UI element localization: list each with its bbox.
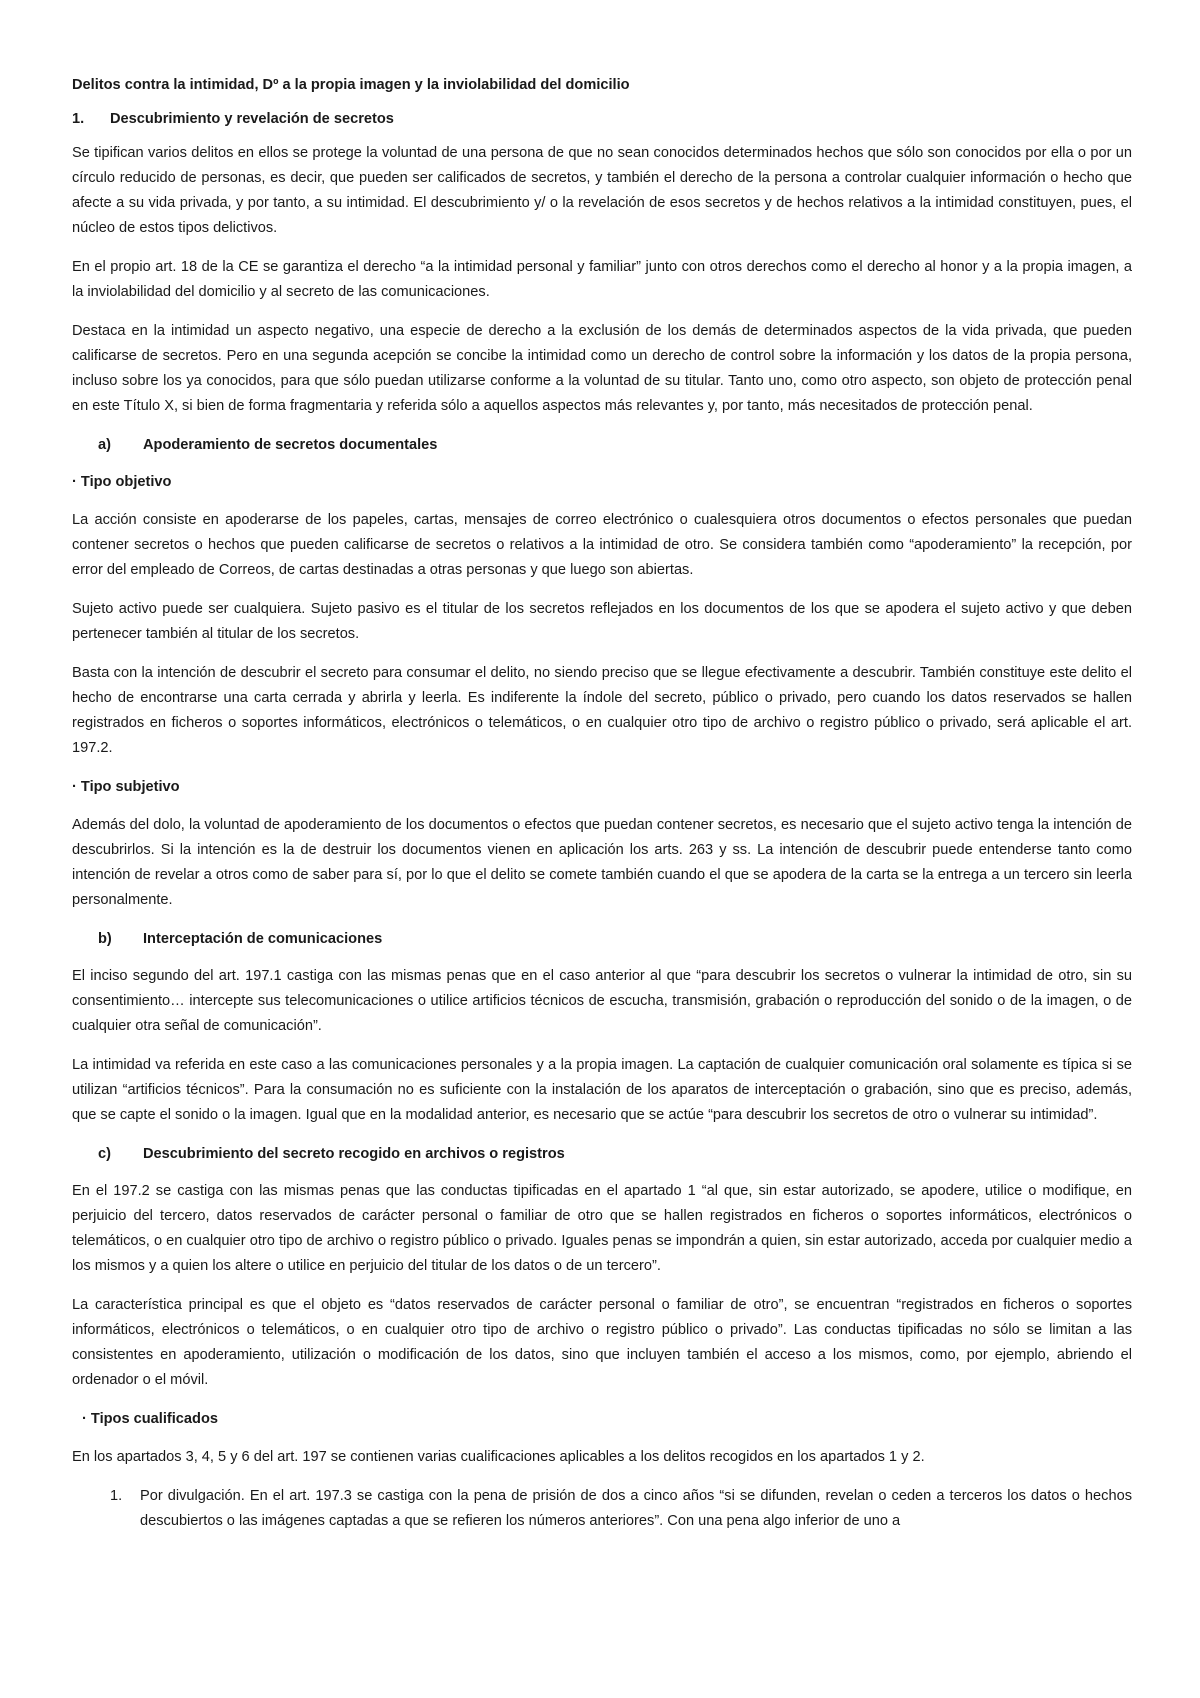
subsection-heading-c bbox=[72, 1142, 1132, 1167]
document-title: Delitos contra la intimidad, Dº a la propia imagen y la inviolabilidad del domicilio bbox=[72, 77, 630, 93]
subsection-heading-b bbox=[72, 927, 1132, 952]
list-item-number: 1. bbox=[110, 1488, 123, 1504]
paragraph: En los apartados 3, 4, 5 y 6 del art. 197 se contienen varias cualificaciones aplicables a los delitos recogidos en los apartados 1 y 2. bbox=[72, 1449, 925, 1465]
subsection-heading-text: Apoderamiento de secretos documentales bbox=[143, 437, 438, 453]
subsection-letter: b) bbox=[98, 931, 112, 947]
paragraph: Sujeto activo puede ser cualquiera. Sujeto pasivo es el titular de los secretos reflejados en los documentos de los que se apodera el sujeto activo y que deben pertenecer también al titular de los secretos. bbox=[72, 601, 1132, 642]
paragraph: Basta con la intención de descubrir el secreto para consumar el delito, no siendo preciso que se llegue efectivamente a descubrir. También constituye este delito el hecho de encontrarse una carta cerrada y abrirla y leerla. Es indiferente la índole del secreto, público o privado, pero cuando los datos reservados se hallen registrados en ficheros o soportes informáticos, electrónicos o telemáticos, o en cualquier otro tipo de archivo o registro público o privado, será aplicable el art. 197.2. bbox=[72, 665, 1132, 756]
paragraph: La intimidad va referida en este caso a las comunicaciones personales y a la propia imagen. La captación de cualquier comunicación oral solamente es típica si se utilizan “artificios técnicos”. Para la consumación no es suficiente con la instalación de los aparatos de interceptación o grabación, sino que es preciso, además, que se capte el sonido o la imagen. Igual que en la modalidad anterior, es necesario que se actúe “para descubrir los secretos de otro o vulnerar su intimidad”. bbox=[72, 1057, 1132, 1123]
list-item-text: Por divulgación. En el art. 197.3 se castiga con la pena de prisión de dos a cinco años “si se difunden, revelan o ceden a terceros los datos o hechos descubiertos o las imágenes captadas a que se refieren los números anteriores”. Con una pena algo inferior de uno a bbox=[140, 1488, 1132, 1529]
subsection-heading-a bbox=[72, 433, 1132, 458]
tipo-subjetivo-heading: · Tipo subjetivo bbox=[72, 779, 180, 795]
list-item bbox=[72, 1484, 1132, 1534]
paragraph: El inciso segundo del art. 197.1 castiga con las mismas penas que en el caso anterior al que “para descubrir los secretos o vulnerar la intimidad de otro, sin su consentimiento… intercepte sus telecomunicaciones o utilice artificios técnicos de escucha, transmisión, grabación o reproducción del sonido o de la imagen, o de cualquier otra señal de comunicación”. bbox=[72, 968, 1132, 1034]
tipos-cualificados-heading: · Tipos cualificados bbox=[82, 1411, 218, 1427]
subsection-letter: a) bbox=[98, 437, 111, 453]
paragraph: La acción consiste en apoderarse de los papeles, cartas, mensajes de correo electrónico o cualesquiera otros documentos o efectos personales que puedan contener secretos o hechos que pueden calificarse de secretos o relativos a la intimidad de otro. Se considera también como “apoderamiento” la recepción, por error del empleado de Correos, de cartas destinadas a otras personas y que luego son abiertas. bbox=[72, 512, 1132, 578]
subsection-heading-text: Descubrimiento del secreto recogido en archivos o registros bbox=[143, 1146, 565, 1162]
section-heading-text: Descubrimiento y revelación de secretos bbox=[110, 111, 394, 127]
paragraph: En el 197.2 se castiga con las mismas penas que las conductas tipificadas en el apartado 1 “al que, sin estar autorizado, se apodere, utilice o modifique, en perjuicio del tercero, datos reservados de carácter personal o familiar de otro que se hallen registrados en ficheros o soportes informáticos, electrónicos o telemáticos, o en cualquier otro tipo de archivo o registro público o privado. Iguales penas se impondrán a quien, sin estar autorizado, acceda por cualquier medio a los mismos y a quien los altere o utilice en perjuicio del titular de los datos o de un tercero”. bbox=[72, 1183, 1132, 1274]
subsection-letter: c) bbox=[98, 1146, 111, 1162]
subsection-heading-text: Interceptación de comunicaciones bbox=[143, 931, 383, 947]
paragraph: Además del dolo, la voluntad de apoderamiento de los documentos o efectos que puedan contener secretos, es necesario que el sujeto activo tenga la intención de descubrirlos. Si la intención es la de destruir los documentos vienen en aplicación los arts. 263 y ss. La intención de descubrir puede entenderse tanto como intención de revelar a otros como de saber para sí, por lo que el delito se comete también cuando el que se apodera de la carta se la entrega a un tercero sin leerla personalmente. bbox=[72, 817, 1132, 908]
section-number: 1. bbox=[72, 111, 85, 127]
paragraph: La característica principal es que el objeto es “datos reservados de carácter personal o familiar de otro”, se encuentran “registrados en ficheros o soportes informáticos, electrónicos o telemáticos, o en cualquier otro tipo de archivo o registro público o privado”. Las conductas tipificadas no sólo se limitan a las consistentes en apoderamiento, utilización o modificación de los datos, sino que incluyen también el acceso a los mismos, como, por ejemplo, abriendo el ordenador o el móvil. bbox=[72, 1297, 1132, 1388]
tipo-objetivo-heading: · Tipo objetivo bbox=[72, 474, 172, 490]
paragraph: Se tipifican varios delitos en ellos se protege la voluntad de una persona de que no sean conocidos determinados hechos que sólo son conocidos por ella o por un círculo reducido de personas, es decir, que pueden ser calificados de secretos, y también el derecho de la persona a controlar cualquier información o hecho que afecte a su vida privada, y por tanto, a su intimidad. El descubrimiento y/ o la revelación de esos secretos y de hechos relativos a la intimidad constituyen, pues, el núcleo de estos tipos delictivos. bbox=[72, 145, 1132, 236]
paragraph: En el propio art. 18 de la CE se garantiza el derecho “a la intimidad personal y familiar” junto con otros derechos como el derecho al honor y a la propia imagen, a la inviolabilidad del domicilio y al secreto de las comunicaciones. bbox=[72, 259, 1132, 300]
section-heading-1 bbox=[72, 107, 1132, 132]
paragraph: Destaca en la intimidad un aspecto negativo, una especie de derecho a la exclusión de los demás de determinados aspectos de la vida privada, que pueden calificarse de secretos. Pero en una segunda acepción se concibe la intimidad como un derecho de control sobre la información y los datos de la propia persona, incluso sobre los ya conocidos, para que sólo puedan utilizarse conforme a la voluntad de su titular. Tanto uno, como otro aspecto, son objeto de protección penal en este Título X, si bien de forma fragmentaria y referida sólo a aquellos aspectos más relevantes y, por tanto, más necesitados de protección penal. bbox=[72, 323, 1132, 414]
